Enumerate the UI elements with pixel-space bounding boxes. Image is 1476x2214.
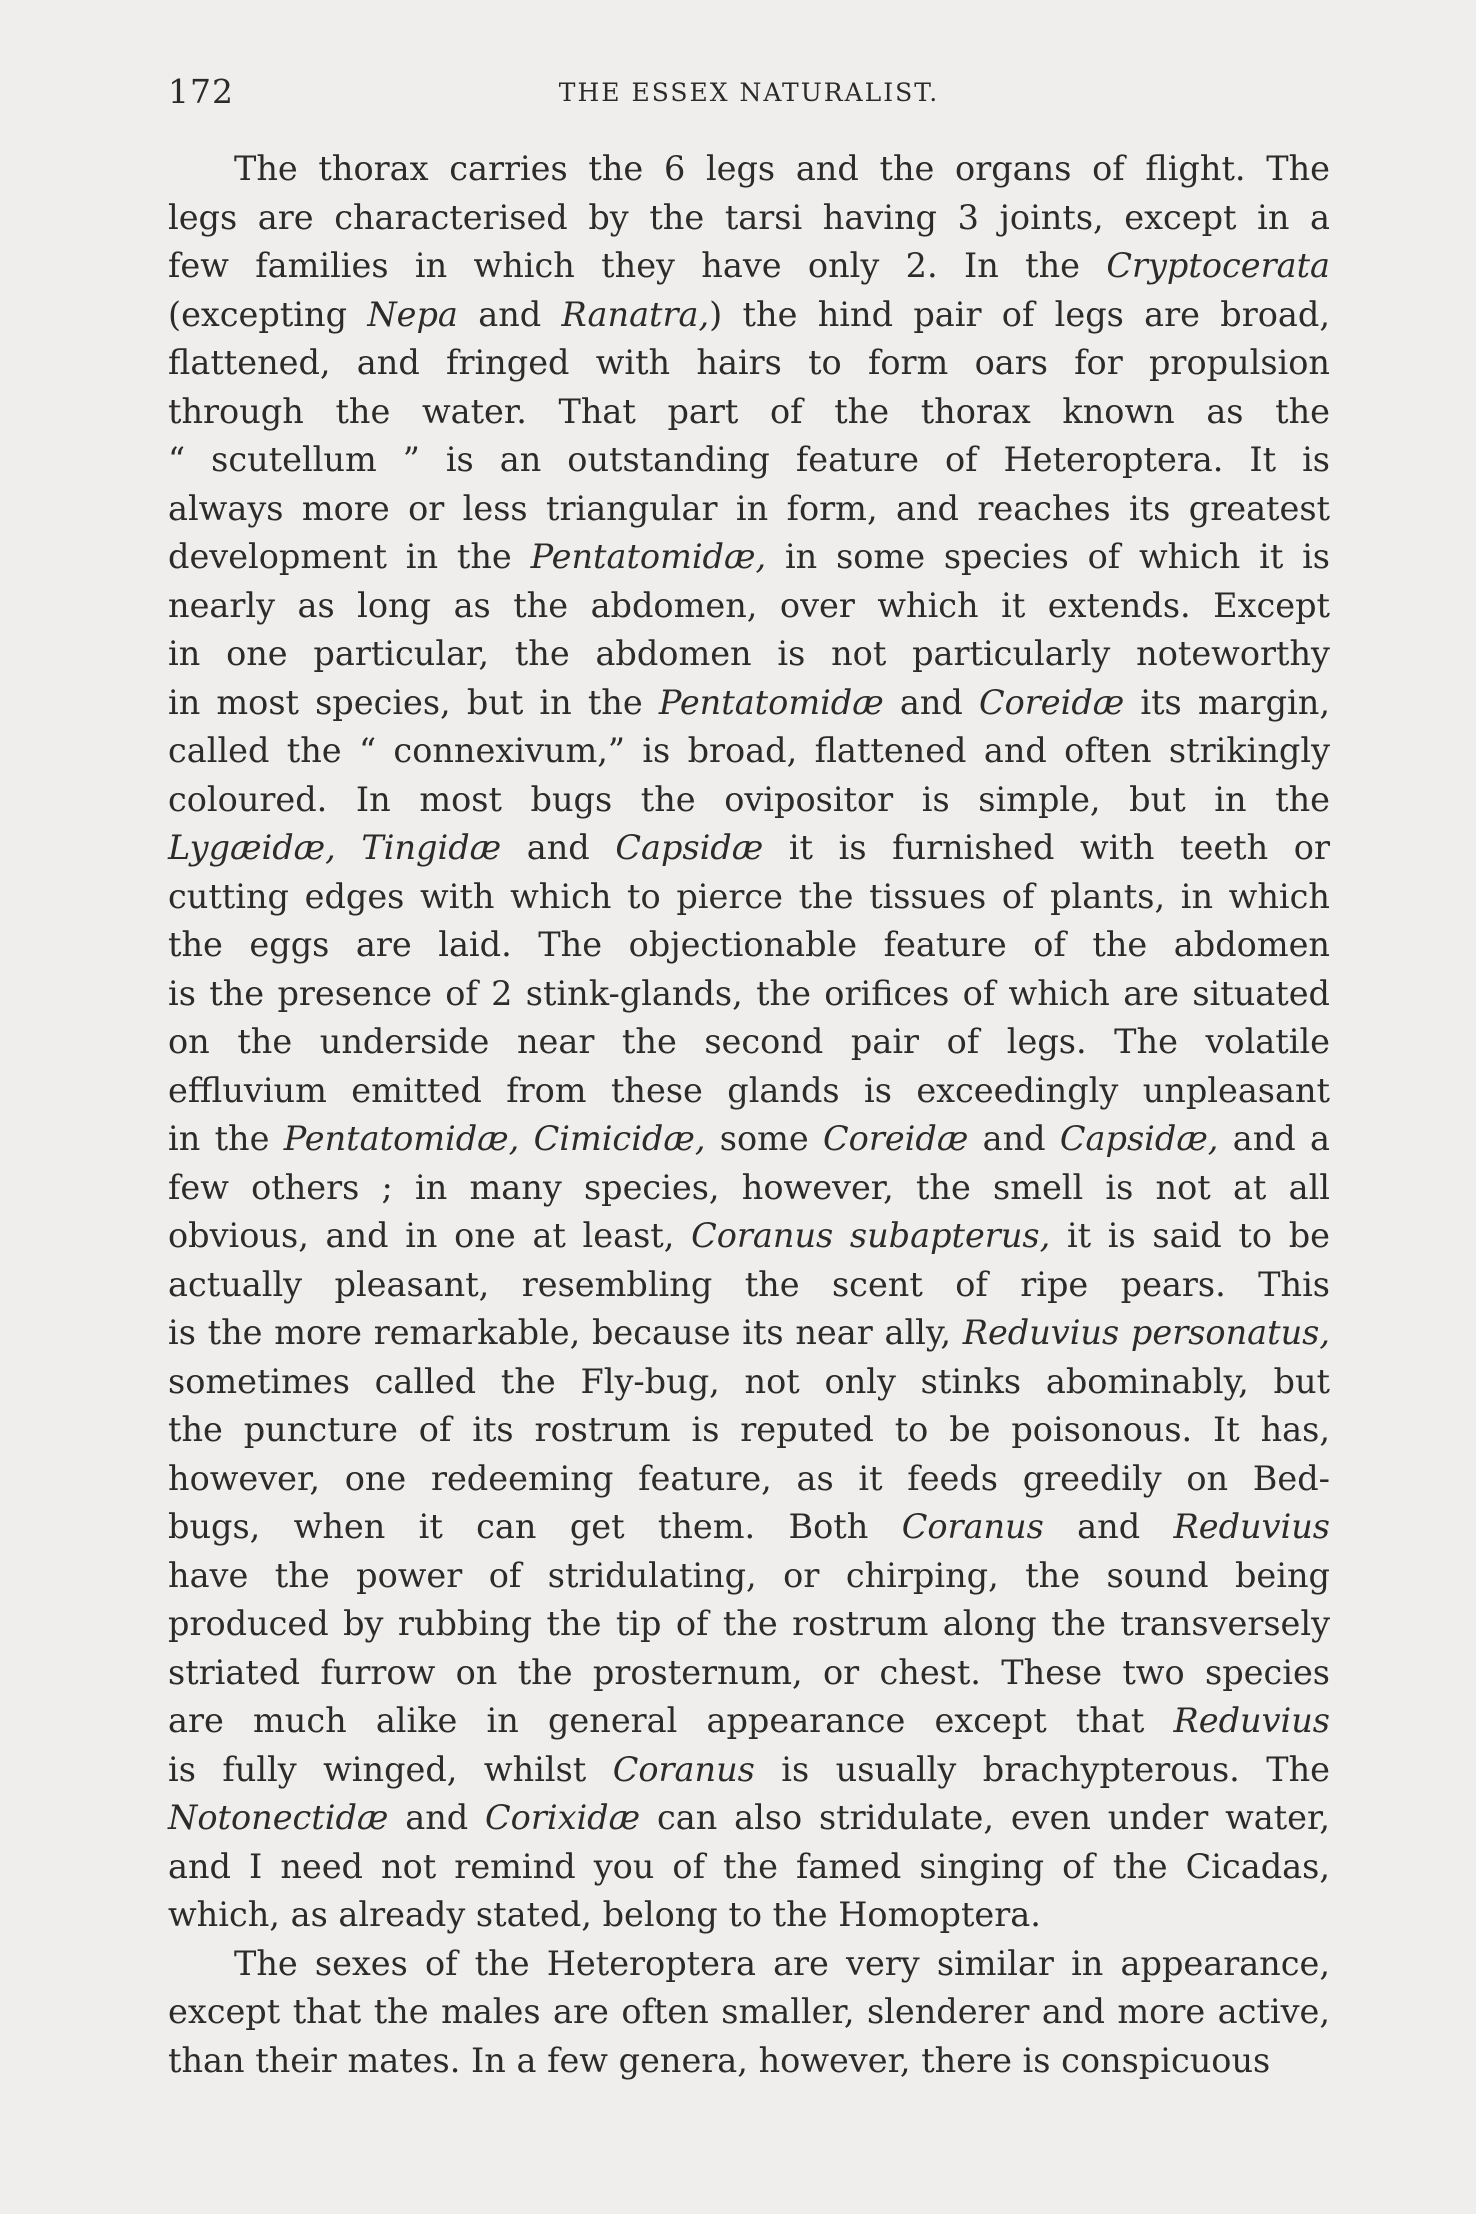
- text-run: have the power of stridulating, or chirping, the sound being: [168, 1555, 1330, 1595]
- text-line: [168, 1212, 1330, 1261]
- text-run: than their mates. In a few genera, however, there is conspicuous: [168, 2040, 1271, 2080]
- text-line: [168, 1891, 1330, 1940]
- text-run: the eggs are laid. The objectionable feature of the abdomen: [168, 925, 1330, 964]
- text-run: few families in which they have only 2. In the: [168, 246, 1107, 285]
- italic-term: Coreidæ: [978, 682, 1125, 722]
- text-line: [168, 1794, 1330, 1843]
- text-run: which, as already stated, belong to the Homoptera.: [168, 1895, 1041, 1934]
- italic-term: Reduvius: [1173, 1507, 1330, 1546]
- text-line: [168, 242, 1330, 291]
- text-line: [168, 291, 1330, 340]
- text-run: is the more remarkable, because its near ally,: [168, 1313, 963, 1352]
- text-line: [168, 533, 1330, 582]
- text-run: The thorax carries the 6 legs and the organs of flight. The: [234, 149, 1330, 188]
- italic-term: Capsidæ,: [1059, 1119, 1219, 1158]
- italic-term: Notonectidæ: [168, 1798, 389, 1837]
- page-header: [168, 72, 1330, 122]
- paragraph: [168, 145, 1330, 1940]
- text-line: [168, 1940, 1330, 1989]
- italic-term: Ranatra,: [561, 294, 710, 334]
- text-run: obvious, and in one at least,: [168, 1216, 692, 1255]
- text-line: [168, 1358, 1330, 1407]
- text-line: [168, 873, 1330, 922]
- body-text: [168, 145, 1330, 2085]
- text-line: [168, 824, 1330, 873]
- text-line: [168, 1406, 1330, 1455]
- paragraph: [168, 1940, 1330, 2086]
- page-number: 172: [168, 72, 234, 111]
- text-run: the puncture of its rostrum is reputed to be poisonous. It has,: [168, 1410, 1330, 1449]
- text-run: in most species, but in the: [168, 682, 659, 722]
- text-run: and: [1043, 1507, 1174, 1546]
- text-line: [168, 1503, 1330, 1552]
- italic-term: Pentatomidæ, Cimicidæ,: [283, 1119, 706, 1158]
- text-line: [168, 1115, 1330, 1164]
- text-run: in some species of which it is: [766, 537, 1331, 576]
- text-line: [168, 970, 1330, 1019]
- italic-term: Lygæidæ, Tingidæ: [168, 828, 502, 867]
- text-run: in the: [168, 1119, 284, 1158]
- text-line: [168, 1067, 1330, 1116]
- text-line: [168, 1164, 1330, 1213]
- text-run: and: [883, 682, 979, 722]
- text-run: bugs, when it can get them. Both: [168, 1507, 902, 1546]
- text-run: are much alike in general appearance except that: [168, 1701, 1174, 1740]
- italic-term: Reduvius: [1173, 1701, 1330, 1740]
- text-line: [168, 1309, 1330, 1358]
- text-run: and: [388, 1798, 486, 1837]
- text-run: effluvium emitted from these glands is exceedingly unpleasant: [168, 1070, 1330, 1110]
- text-run: and: [968, 1119, 1060, 1158]
- text-run: sometimes called the Fly-bug, not only stinks abominably, but: [168, 1361, 1330, 1401]
- text-line: [168, 1600, 1330, 1649]
- text-line: [168, 776, 1330, 825]
- text-run: development in the: [168, 537, 531, 576]
- italic-term: Coranus: [901, 1507, 1044, 1546]
- italic-term: Pentatomidæ: [658, 682, 884, 722]
- text-run: actually pleasant, resembling the scent of ripe pears. This: [168, 1264, 1330, 1304]
- text-run: legs are characterised by the tarsi having 3 joints, except in a: [168, 197, 1330, 237]
- text-line: [168, 1843, 1330, 1892]
- text-run: and I need not remind you of the famed singing of the Cicadas,: [168, 1846, 1330, 1886]
- text-run: its margin,: [1124, 682, 1330, 722]
- text-line: [168, 1746, 1330, 1795]
- text-line: [168, 388, 1330, 437]
- running-head: THE ESSEX NATURALIST.: [558, 78, 940, 107]
- text-line: [168, 1552, 1330, 1601]
- text-line: [168, 1455, 1330, 1504]
- text-run: is the presence of 2 stink-glands, the orifices of which are situated: [168, 973, 1330, 1013]
- text-run: and: [457, 294, 562, 334]
- text-run: cutting edges with which to pierce the tissues of plants, in which: [168, 876, 1330, 916]
- text-line: [168, 1697, 1330, 1746]
- italic-term: Capsidæ: [615, 828, 764, 867]
- italic-term: Reduvius personatus,: [962, 1313, 1330, 1352]
- text-run: it is furnished with teeth or: [763, 828, 1330, 867]
- text-run: always more or less triangular in form, and reaches its greatest: [168, 488, 1330, 528]
- italic-term: Cryptocerata: [1106, 246, 1330, 285]
- text-line: [168, 1649, 1330, 1698]
- text-run: it is said to be: [1050, 1216, 1330, 1255]
- text-line: [168, 679, 1330, 728]
- text-run: few others ; in many species, however, the smell is not at all: [168, 1167, 1330, 1207]
- text-run: in one particular, the abdomen is not particularly noteworthy: [168, 634, 1330, 673]
- italic-term: Corixidæ: [485, 1798, 641, 1837]
- text-line: [168, 1018, 1330, 1067]
- text-run: except that the males are often smaller, slenderer and more active,: [168, 1992, 1330, 2031]
- text-run: striated furrow on the prosternum, or chest. These two species: [168, 1652, 1330, 1692]
- italic-term: Coranus: [612, 1749, 755, 1789]
- italic-term: Coranus subapterus,: [691, 1216, 1051, 1255]
- italic-term: Pentatomidæ,: [530, 537, 767, 576]
- text-run: some: [705, 1119, 824, 1158]
- text-run: is fully winged, whilst: [168, 1749, 613, 1789]
- italic-term: Nepa: [367, 294, 458, 334]
- italic-term: Coreidæ: [823, 1119, 969, 1158]
- text-run: nearly as long as the abdomen, over which it extends. Except: [168, 585, 1330, 625]
- text-run: and: [501, 828, 616, 867]
- text-run: called the “ connexivum,” is broad, flattened and often strikingly: [168, 731, 1330, 770]
- text-run: ) the hind pair of legs are broad,: [709, 294, 1330, 334]
- text-run: is usually brachypterous. The: [754, 1749, 1330, 1789]
- text-line: [168, 630, 1330, 679]
- text-run: however, one redeeming feature, as it feeds greedily on Bed-: [168, 1458, 1330, 1498]
- text-line: [168, 2037, 1330, 2086]
- text-line: [168, 339, 1330, 388]
- text-run: through the water. That part of the thorax known as the: [168, 391, 1330, 431]
- text-line: [168, 921, 1330, 970]
- text-run: “ scutellum ” is an outstanding feature of Heteroptera. It is: [168, 440, 1330, 479]
- text-line: [168, 436, 1330, 485]
- text-run: The sexes of the Heteroptera are very similar in appearance,: [234, 1943, 1330, 1983]
- text-line: [168, 485, 1330, 534]
- text-line: [168, 194, 1330, 243]
- text-line: [168, 727, 1330, 776]
- text-line: [168, 1988, 1330, 2037]
- text-line: [168, 1261, 1330, 1310]
- text-run: flattened, and fringed with hairs to form oars for propulsion: [168, 343, 1330, 382]
- text-run: (excepting: [168, 294, 368, 334]
- text-run: and a: [1218, 1119, 1331, 1158]
- text-line: [168, 582, 1330, 631]
- text-run: can also stridulate, even under water,: [640, 1798, 1330, 1837]
- text-run: coloured. In most bugs the ovipositor is simple, but in the: [168, 779, 1330, 819]
- text-run: on the underside near the second pair of legs. The volatile: [168, 1022, 1330, 1061]
- text-run: produced by rubbing the tip of the rostrum along the transversely: [168, 1604, 1330, 1643]
- text-line: [168, 145, 1330, 194]
